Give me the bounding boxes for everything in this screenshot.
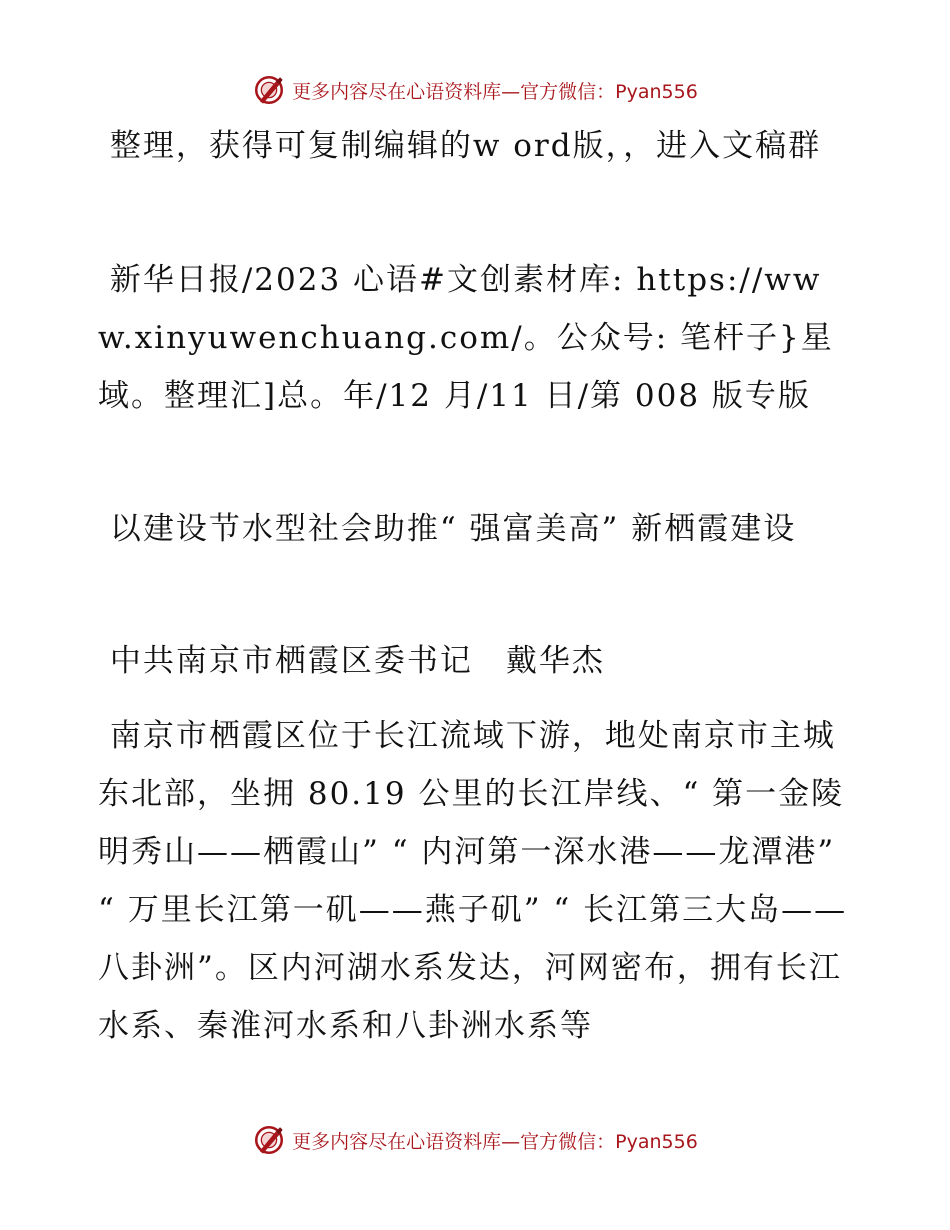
header-banner-text: 更多内容尽在心语资料库—官方微信：Pyan556 [292,80,698,103]
article-title: 以建设节水型社会助推“ 强富美高” 新栖霞建设 [98,511,797,547]
pen-nib-logo-icon [252,1123,286,1157]
footer-banner-text: 更多内容尽在心语资料库—官方微信：Pyan556 [292,1130,698,1153]
article-body-paragraph: 南京市栖霞区位于长江流域下游，地处南京市主城东北部，坐拥 80.19 公里的长江岸线、“ 第一金陵明秀山——栖霞山” “ 内河第一深水港——龙潭港” “ 万里长江第一矶——燕子矶” “ 长江第三大岛——八卦洲”。区内河湖水系发达，河网密布，拥有长江水系、秦淮河水系和八卦洲水系等 [98,718,848,1044]
footer-banner [0,1122,950,1158]
paragraph-intro-note: 整理，获得可复制编辑的w ord版，，进入文稿群 [98,128,822,164]
paragraph-source-info: 新华日报/2023 心语#文创素材库: https://www.xinyuwenchuang.com/。公众号: 笔杆子}星域。整理汇]总。年/12 月/11 日/第 008 版专版 [98,262,834,414]
article-author: 中共南京市栖霞区委书记 戴华杰 [98,643,605,679]
